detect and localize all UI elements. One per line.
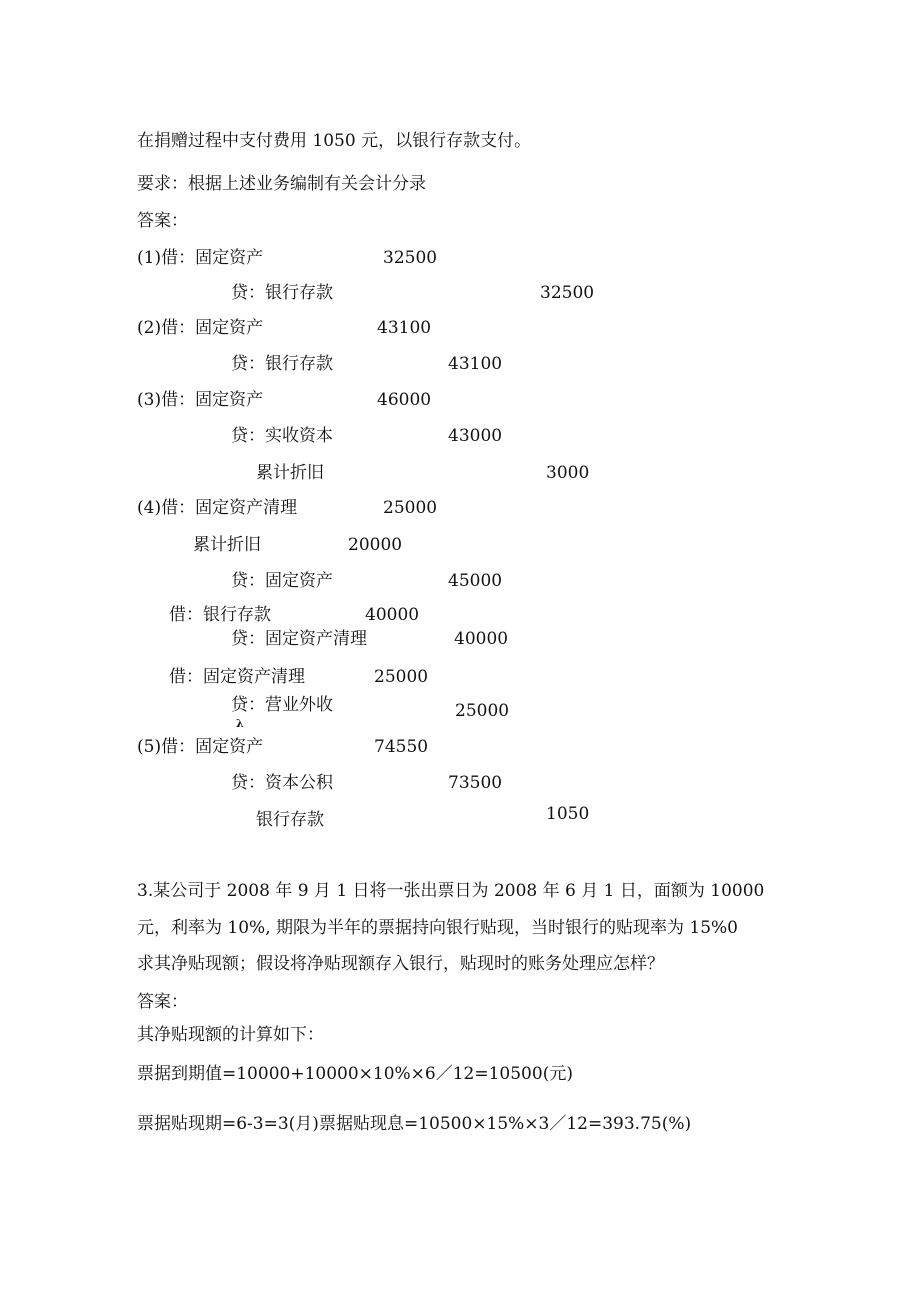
entry-3-credit-amount: 43000 [448, 426, 503, 446]
entry-4c-credit-amount: 25000 [455, 701, 510, 721]
entry-4c-debit-label: 借：固定资产清理 [169, 667, 305, 687]
entry-5-credit-amount: 73500 [448, 773, 503, 793]
entry-5-debit-amount: 74550 [374, 737, 429, 757]
answer-label: 答案： [137, 211, 188, 231]
entry-4-credit-label: 贷：固定资产 [231, 571, 333, 591]
entry-3-credit-label: 贷：实收资本 [231, 426, 333, 446]
entry-3-debit-amount: 46000 [377, 390, 432, 410]
entry-5-extra-label: 银行存款 [256, 810, 324, 830]
entry-4-debit-amount: 25000 [383, 498, 438, 518]
calc-line-1: 票据到期值=10000+10000×10%×6／12=10500(元) [137, 1064, 573, 1084]
entry-1-credit-amount: 32500 [540, 283, 595, 303]
entry-4b-credit-label: 贷：固定资产清理 [231, 629, 367, 649]
calc-intro: 其净贴现额的计算如下： [137, 1025, 324, 1045]
entry-2-credit-amount: 43100 [448, 354, 503, 374]
entry-3-extra-label: 累计折旧 [256, 463, 324, 483]
entry-4b-credit-amount: 40000 [454, 629, 509, 649]
question-3-answer-label: 答案： [137, 992, 188, 1012]
requirement-text: 要求：根据上述业务编制有关会计分录 [137, 174, 426, 194]
calc-line-2: 票据贴现期=6-3=3(月)票据贴现息=10500×15%×3／12=393.75(%) [137, 1114, 692, 1134]
entry-2-debit-amount: 43100 [377, 318, 432, 338]
entry-4-debit2-label: 累计折旧 [193, 535, 261, 555]
entry-4c-credit-suffix: λ [236, 717, 244, 730]
entry-4-credit-amount: 45000 [448, 571, 503, 591]
entry-4b-debit-amount: 40000 [365, 605, 420, 625]
entry-2-credit-label: 贷：银行存款 [231, 354, 333, 374]
question-3-line-3: 求其净贴现额；假设将净贴现额存入银行，贴现时的账务处理应怎样？ [137, 954, 664, 974]
entry-4c-debit-amount: 25000 [374, 667, 429, 687]
entry-5-extra-amount: 1050 [546, 804, 590, 824]
entry-4-debit2-amount: 20000 [348, 535, 403, 555]
question-3-line-2: 元，利率为 10%, 期限为半年的票据持向银行贴现，当时银行的贴现率为 15%0 [137, 918, 739, 938]
entry-3-extra-amount: 3000 [546, 463, 590, 483]
entry-4-debit-label: (4)借：固定资产清理 [137, 498, 298, 518]
entry-5-credit-label: 贷：资本公积 [231, 773, 333, 793]
intro-line: 在捐赠过程中支付费用 1050 元，以银行存款支付。 [137, 131, 532, 151]
entry-5-debit-label: (5)借：固定资产 [137, 737, 264, 757]
entry-3-debit-label: (3)借：固定资产 [137, 390, 264, 410]
entry-1-credit-label: 贷：银行存款 [231, 283, 333, 303]
entry-2-debit-label: (2)借：固定资产 [137, 318, 264, 338]
entry-4c-credit-label: 贷：营业外收 [231, 695, 333, 715]
entry-4b-debit-label: 借：银行存款 [169, 605, 271, 625]
entry-1-debit-label: (1)借：固定资产 [137, 248, 264, 268]
question-3-line-1: 3.某公司于 2008 年 9 月 1 日将一张出票日为 2008 年 6 月 1 日，面额为 10000 [137, 881, 765, 901]
entry-1-debit-amount: 32500 [383, 248, 438, 268]
